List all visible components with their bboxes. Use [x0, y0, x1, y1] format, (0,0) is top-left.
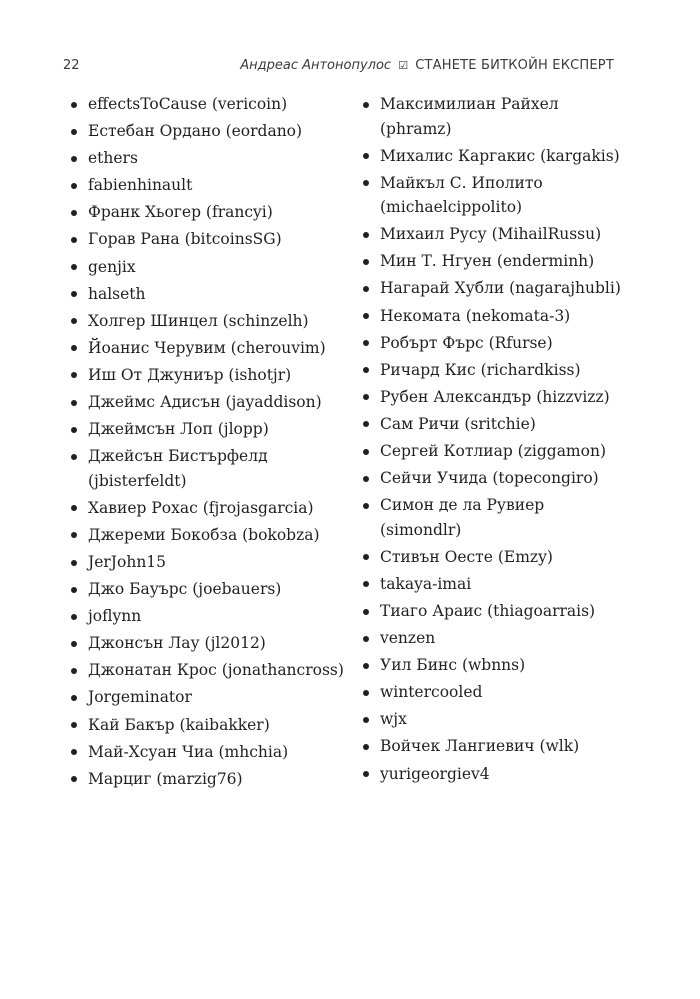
contributor-list-item: Кай Бакър (kaibakker)	[68, 713, 348, 738]
contributor-list-item: Максимилиан Райхел (phramz)	[360, 92, 628, 141]
contributor-list-item: yurigeorgiev4	[360, 762, 628, 787]
contributor-list-item: Горав Рана (bitcoinsSG)	[68, 227, 348, 252]
contributor-list-item: Джо Бауърс (joebauers)	[68, 577, 348, 602]
contributor-list-item: Джейсън Бистърфелд (jbisterfeldt)	[68, 444, 348, 493]
contributor-list-item: Jorgeminator	[68, 685, 348, 710]
contributor-list-item: wintercooled	[360, 680, 628, 705]
contributors-column-left	[68, 92, 348, 794]
contributor-list-item: JerJohn15	[68, 550, 348, 575]
contributors-column-right	[360, 92, 628, 789]
contributor-list-item: Иш От Джуниър (ishotjr)	[68, 363, 348, 388]
contributor-list-item: Марциг (marzig76)	[68, 767, 348, 792]
contributor-list-item: wjx	[360, 707, 628, 732]
contributor-list-item: Некомата (nekomata-3)	[360, 304, 628, 329]
contributor-list-item: fabienhinault	[68, 173, 348, 198]
page-header	[63, 58, 614, 78]
contributor-list-item: Джеймсън Лоп (jlopp)	[68, 417, 348, 442]
running-head	[240, 58, 614, 73]
contributor-list-item: Сергей Котлиар (ziggamon)	[360, 439, 628, 464]
contributor-list-item: takaya-imai	[360, 572, 628, 597]
contributor-list-item: Ричард Кис (richardkiss)	[360, 358, 628, 383]
contributor-list-item: Хавиер Рохас (fjrojasgarcia)	[68, 496, 348, 521]
contributor-list-item: joflynn	[68, 604, 348, 629]
contributor-list-item: effectsToCause (vericoin)	[68, 92, 348, 117]
contributor-list-item: genjix	[68, 255, 348, 280]
page-number: 22	[63, 58, 80, 73]
contributor-list-item: Тиаго Араис (thiagoarrais)	[360, 599, 628, 624]
contributor-list-item: Джеймс Адисън (jayaddison)	[68, 390, 348, 415]
contributor-list-item: Джонатан Крос (jonathancross)	[68, 658, 348, 683]
checkbox-separator-icon: ☑	[398, 59, 409, 72]
contributor-list-item: ethers	[68, 146, 348, 171]
book-title: СТАНЕТЕ БИТКОЙН ЕКСПЕРТ	[415, 58, 614, 73]
contributor-list-item: Робърт Фърс (Rfurse)	[360, 331, 628, 356]
contributor-list-item: Майкъл С. Иполито (michaelcippolito)	[360, 171, 628, 220]
contributor-list-item: Джонсън Лау (jl2012)	[68, 631, 348, 656]
contributor-list-item: Уил Бинс (wbnns)	[360, 653, 628, 678]
contributor-list-item: Войчек Лангиевич (wlk)	[360, 734, 628, 759]
contributor-list-item: Франк Хьогер (francyi)	[68, 200, 348, 225]
contributor-list-item: Мин Т. Нгуен (enderminh)	[360, 249, 628, 274]
contributor-list-item: Симон де ла Рувиер (simondlr)	[360, 493, 628, 542]
contributor-list-item: Михалис Каргакис (kargakis)	[360, 144, 628, 169]
contributor-list-item: Сейчи Учида (topecongiro)	[360, 466, 628, 491]
contributor-list-item: Холгер Шинцел (schinzelh)	[68, 309, 348, 334]
contributor-list-item: Естебан Ордано (eordano)	[68, 119, 348, 144]
contributor-list-item: Рубен Александър (hizzvizz)	[360, 385, 628, 410]
contributor-list-item: venzen	[360, 626, 628, 651]
contributor-list-item: Джереми Бокобза (bokobza)	[68, 523, 348, 548]
contributor-list-item: Михаил Русу (MihailRussu)	[360, 222, 628, 247]
author-name: Андреас Антонопулос	[240, 58, 392, 73]
contributor-list-item: Нагарай Хубли (nagarajhubli)	[360, 276, 628, 301]
contributor-list-item: Йоанис Черувим (cherouvim)	[68, 336, 348, 361]
contributor-list-item: halseth	[68, 282, 348, 307]
contributor-list-item: Стивън Оесте (Emzy)	[360, 545, 628, 570]
contributor-list-item: Сам Ричи (sritchie)	[360, 412, 628, 437]
contributor-list-item: Май-Хсуан Чиа (mhchia)	[68, 740, 348, 765]
